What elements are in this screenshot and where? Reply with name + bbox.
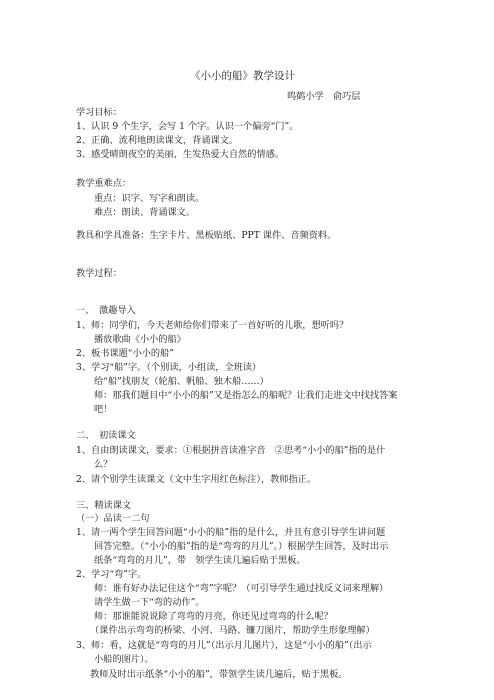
section-3-line: 纸条“弯弯的月儿”，带 领学生读几遍后贴于黑板。 <box>94 555 306 566</box>
section-3-line: 小船的图片）。 <box>94 654 154 665</box>
document-title: 《小小的船》教学设计 <box>190 70 295 82</box>
objective-item: 1、认识 9 个生字，会写 1 个字。认识一个偏旁“门”。 <box>76 121 299 132</box>
section-3-line: 2、学习“弯”字。 <box>76 569 147 580</box>
section-2-line: 2、请个别学生读课文（文中生字用红色标注），教师指正。 <box>76 474 317 485</box>
key-point-item: 难点：朗读、背诵课文。 <box>94 207 196 218</box>
section-1-line: 师：那我们题目中“小小的船”又是指怎么的船呢？让我们走进文中找找答案 <box>94 390 398 401</box>
section-2-line: 么？ <box>94 459 113 470</box>
objective-item: 3、感受晴朗夜空的美丽，生发热爱大自然的情感。 <box>76 149 284 160</box>
section-3-line: 3、师：看，这就是“弯弯的月儿”（出示月儿图片），这是“小小的船”（出示 <box>76 640 372 651</box>
section-1-line: 1、师：同学们，今天老师给你们带来了一首好听的儿歌，想听吗？ <box>76 320 349 331</box>
materials-line: 教具和学具准备：生字卡片、黑板贴纸、PPT 课件、音频资料。 <box>76 230 337 241</box>
section-3-line: 师：谁有好办法记住这个“弯”字呢？（可引导学生通过找反义词来理解） <box>94 583 389 594</box>
section-1-line: 吧！ <box>94 404 113 415</box>
section-3-subheading: （一）品读一二句 <box>76 513 150 524</box>
process-heading: 教学过程： <box>76 268 122 279</box>
author-line: 鸣鹤小学 俞巧层 <box>287 91 361 102</box>
objective-item: 2、正确、流利地朗读课文，背诵课文。 <box>76 135 239 146</box>
key-points-heading: 教学重难点： <box>76 178 132 189</box>
section-3-heading: 三、精读课文 <box>76 500 132 511</box>
section-1-line: 播放歌曲《小小的船》 <box>94 334 186 345</box>
section-3-line: 回答完整。（“小小的船”指的是“弯弯的月儿”。）根据学生回答，及时出示 <box>94 541 389 552</box>
section-3-line: 请学生做一下“弯的动作”。 <box>94 597 205 608</box>
section-3-line: 1、请一两个学生回答问题“小小的船”指的是什么，并且有意引导学生讲问题 <box>76 527 386 538</box>
section-3-line: 师：那谁能说说除了弯弯的月亮，你还见过弯弯的什么呢？ <box>94 611 333 622</box>
section-2-heading: 二、 初读课文 <box>76 430 136 441</box>
section-3-line: 教师及时出示纸条“小小的船”，带领学生读几遍后，贴于黑板。 <box>90 669 348 680</box>
section-3-line: （课件出示弯弯的桥梁、小河、马路、镰刀图片，帮助学生形象理解） <box>90 625 375 636</box>
section-1-line: 给“船”找朋友（轮船、帆船、独木船……） <box>94 376 269 387</box>
key-point-item: 重点：识字、写字和朗读。 <box>94 193 205 204</box>
section-2-line: 1、自由朗读课文，要求：①根据拼音读准字音 ②思考“小小的船”指的是什 <box>76 445 386 456</box>
section-1-line: 2、板书课题“小小的船” <box>76 348 174 359</box>
objectives-heading: 学习目标： <box>76 107 122 118</box>
section-1-heading: 一、 激趣导入 <box>76 305 136 316</box>
section-1-line: 3、学习“船”字。（个别读，小组读，全班读） <box>76 362 262 373</box>
